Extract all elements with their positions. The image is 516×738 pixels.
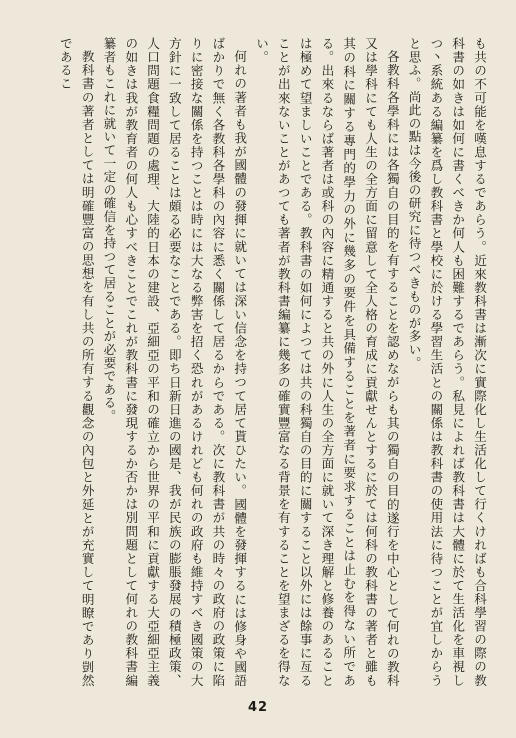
page-number: 42 bbox=[247, 700, 269, 715]
paragraph-2: 各教科各學科には各獨自の目的を有することを認めながらも其の獨自の目的遂行を中心として何れの教科又は學科にても人生の全方面に留意して全人格の育成に貢獻せんとするに於ては何科の教科書の著者と雖も其の科に關する專門的學力の外に幾多の要件を具備することを著者に要求することは止むを得ない所である。出來るならば著者は或科の內容に精通すると共の外に人生の全方面に就いて深き理解と修養のあることは極めて望ましいことである。教科書の如何によつては共の科獨自の目的に關すること以外には餘事に亙ることが出來ないことがあつても著者が教科書編纂に幾多の確實豐富なる背景を有することを望まざるを得ない。 bbox=[254, 37, 400, 687]
paragraph-4: 教科書の著者としては明確豐富の思想を有し共の所有する觀念の內包と外延とが充實して明瞭であり剴然であるこ bbox=[57, 37, 95, 687]
vertical-text-block bbox=[28, 37, 490, 687]
paragraph-1: も共の不可能を嘆息するであらう。近來教科書は漸次に實際化し生活化して行くければも合科學習の際の教科書の如きは如何に書くべきか何人も困難するであらう。私見によれば教科書は大體に於て生活化を車視しつ丶系統ある編纂を爲し教科書と學校に於ける學習生活との關係は教科書の使用法に待つことが宜しからうと思ふ。尚此の點は今後の研究に待つべきものが多い。 bbox=[406, 37, 487, 687]
paragraph-3: 何れの著者も我が國體の發揮に就いては深い信念を持つて居て貰ひたい。國體を發揮するには修身や國語ばかりで無く各教科各學科の內容に悉く關係して居るからである。次に教科書が共の時々の政府の政策に陷りに密接な關係を持つことは時には大なる弊害を招く恐れがあるけれども何れの政府も維持すべき國策の大方針に一致して居ることは頗る必要なことである。即ち日新日進の國是、我が民族の膨脹發展の積極政策、人口問題食糧問題の處理、大陸的日本の建設、亞細亞の平和の確立から世界の平和に貢獻する大亞細亞主義の如きは我が教育者の何人も心すべきことでこれが教科書に發現するか否かは別問題として何れの教科書編纂者もこれに就いて一定の確信を持つて居ることが必要である。 bbox=[101, 37, 248, 687]
